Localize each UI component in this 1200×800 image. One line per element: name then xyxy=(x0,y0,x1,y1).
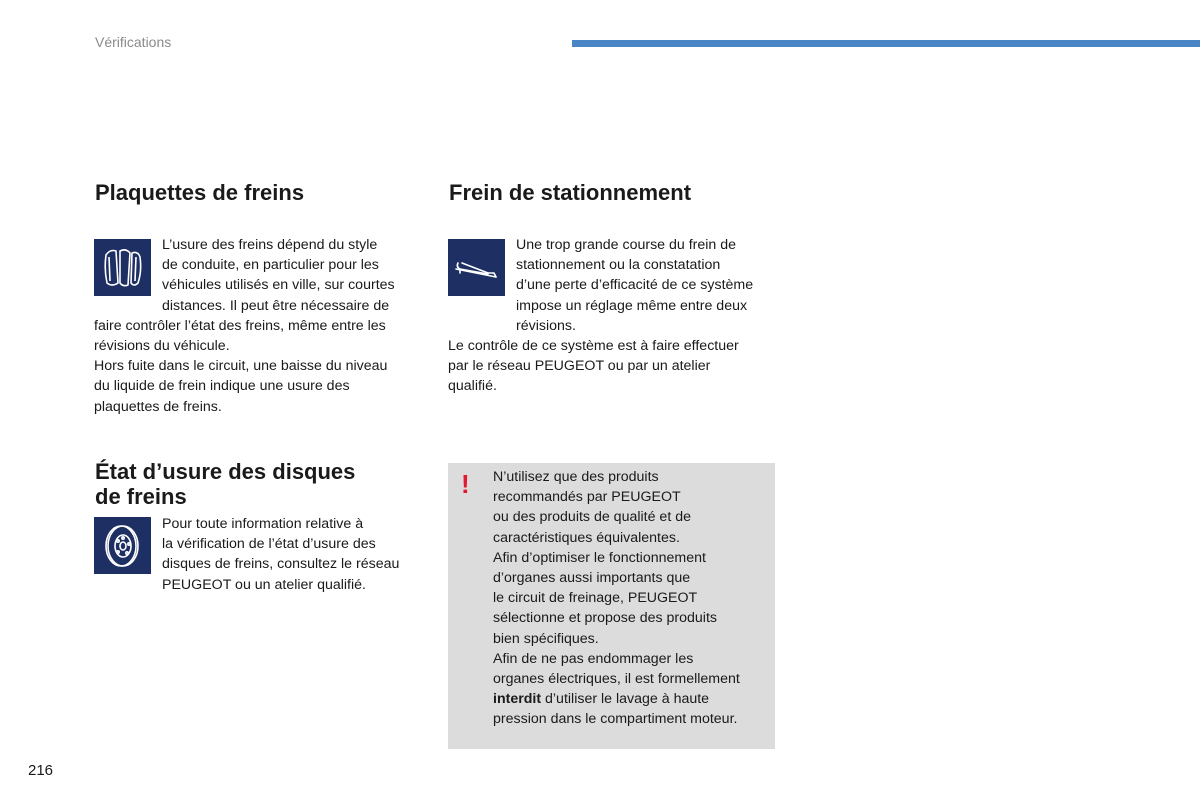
bold-word: interdit xyxy=(493,691,542,708)
text-line: pression dans le compartiment moteur. xyxy=(493,711,738,728)
brake-pads-text xyxy=(94,235,424,417)
text-line: par le réseau PEUGEOT ou par un atelier xyxy=(448,358,711,375)
text-line: d’organes aussi importants que xyxy=(493,570,691,587)
text-line: Le contrôle de ce système est à faire effectuer xyxy=(448,338,739,355)
section-label: Vérifications xyxy=(95,34,172,50)
text-line: L’usure des freins dépend du style xyxy=(162,237,378,253)
text-line: faire contrôler l’état des freins, même entre les xyxy=(94,317,386,334)
warning-text xyxy=(493,467,768,730)
text-line: stationnement ou la constatation xyxy=(516,257,721,274)
text-line: caractéristiques équivalentes. xyxy=(493,529,680,546)
text-line: Afin de ne pas endommager les xyxy=(493,650,694,667)
header-accent-bar xyxy=(572,40,1200,47)
text-line: Afin d’optimiser le fonctionnement xyxy=(493,549,706,566)
discs-title-line2: de freins xyxy=(95,484,187,509)
text-line: sélectionne et propose des produits xyxy=(493,610,717,627)
discs-title-line1: État d’usure des disques xyxy=(95,459,356,484)
text-line: de conduite, en particulier pour les xyxy=(162,257,379,274)
text-line: impose un réglage même entre deux xyxy=(516,297,748,314)
text-fragment: d’utiliser le lavage à haute xyxy=(541,691,710,708)
page-number: 216 xyxy=(28,762,54,779)
text-line: bien spécifiques. xyxy=(493,630,599,647)
text-line: plaquettes de freins. xyxy=(94,398,222,415)
text-line: recommandés par PEUGEOT xyxy=(493,489,681,506)
text-line: PEUGEOT ou un atelier qualifié. xyxy=(162,576,366,593)
text-line: distances. Il peut être nécessaire de xyxy=(162,297,390,314)
text-line: organes électriques, il est formellement xyxy=(493,671,740,688)
discs-text xyxy=(94,514,434,595)
text-line: N’utilisez que des produits xyxy=(493,469,659,485)
text-line: Hors fuite dans le circuit, une baisse du niveau xyxy=(94,358,388,375)
text-line: Une trop grande course du frein de xyxy=(516,237,737,253)
discs-title xyxy=(95,459,355,509)
brake-pads-title: Plaquettes de freins xyxy=(95,180,305,205)
text-line: Pour toute information relative à xyxy=(162,516,364,532)
text-line: ou des produits de qualité et de xyxy=(493,509,691,526)
text-line: du liquide de frein indique une usure des xyxy=(94,378,350,395)
text-line: révisions. xyxy=(516,317,576,334)
text-line xyxy=(493,689,768,709)
text-line: le circuit de freinage, PEUGEOT xyxy=(493,590,698,607)
warning-icon: ! xyxy=(461,469,470,499)
text-line: d’une perte d’efficacité de ce système xyxy=(516,277,754,294)
parking-brake-title: Frein de stationnement xyxy=(449,180,692,205)
text-line: la vérification de l’état d’usure des xyxy=(162,536,376,553)
text-line: disques de freins, consultez le réseau xyxy=(162,556,400,573)
text-line: révisions du véhicule. xyxy=(94,338,230,355)
parking-brake-text xyxy=(448,235,788,397)
text-line: qualifié. xyxy=(448,378,497,395)
text-line: véhicules utilisés en ville, sur courtes xyxy=(162,277,395,294)
